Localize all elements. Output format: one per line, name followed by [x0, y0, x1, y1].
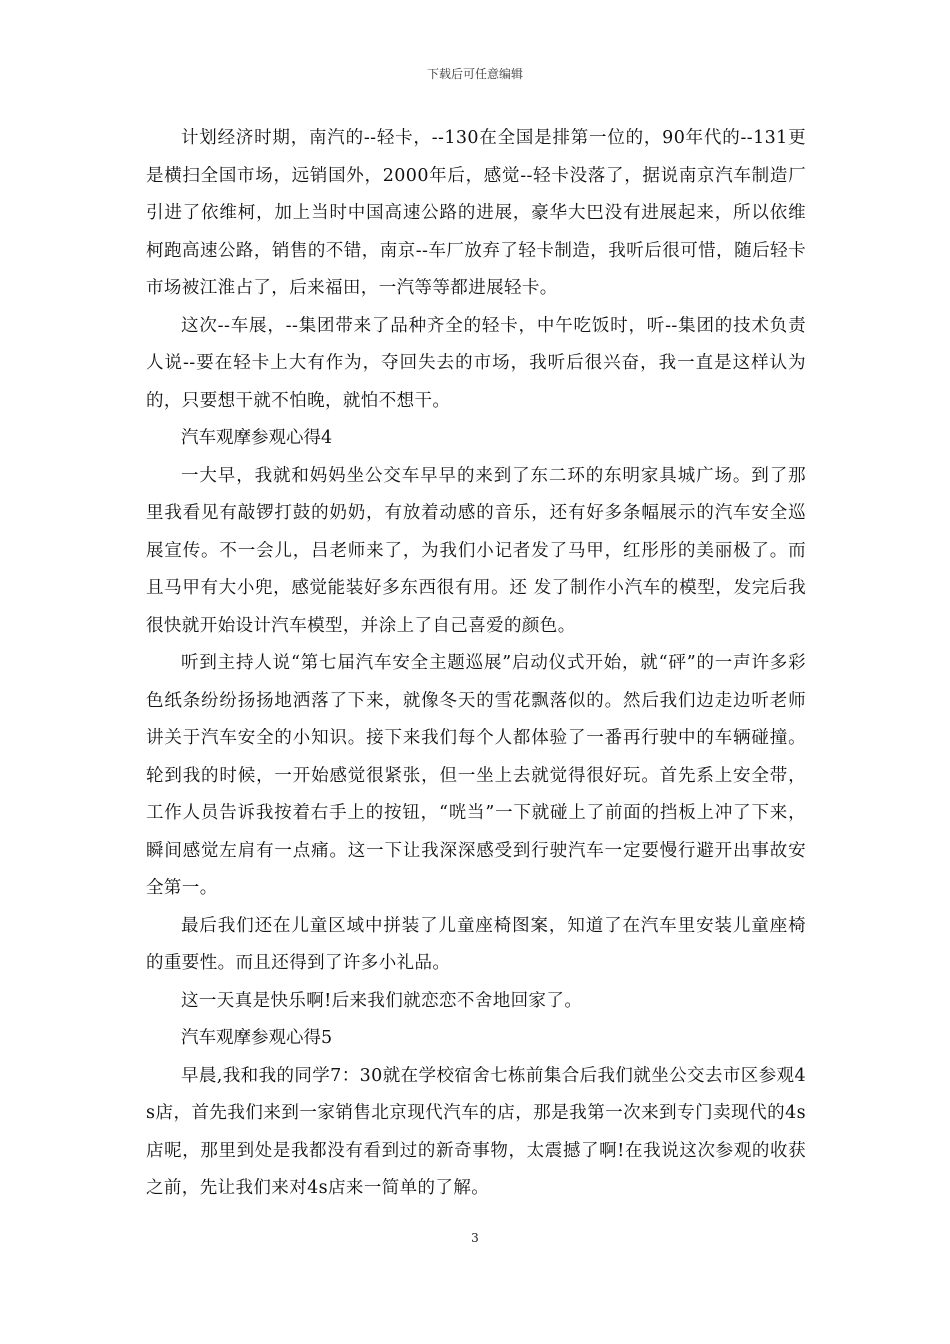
page-number: 3 — [471, 1231, 479, 1245]
section-heading-4: 汽车观摩参观心得4 — [181, 428, 333, 448]
paragraph-south-auto-light-truck: 计划经济时期，南汽的--轻卡，--130在全国是排第一位的，90年代的--131更是横扫全国市场，远销国外，2000年后，感觉--轻卡没落了，据说南京汽车制造厂引进了依维柯，加上当时中国高速公路的进展，豪华大巴没有进展起来，所以依维柯跑高速公路，销售的不错，南京--车厂放弃了轻卡制造，我听后很可惜，随后轻卡市场被江淮占了，后来福田，一汽等等都进展轻卡。 — [146, 128, 806, 298]
document-body — [146, 120, 806, 1208]
page-header: 下载后可任意编辑 — [426, 67, 523, 81]
paragraph-child-seat: 最后我们还在儿童区域中拼装了儿童座椅图案，知道了在汽车里安装儿童座椅的重要性。而且还得到了许多小礼品。 — [146, 915, 806, 973]
paragraph-4s-store-visit: 早晨,我和我的同学7：30就在学校宿舍七栋前集合后我们就坐公交去市区参观4s店，首先我们来到一家销售北京现代汽车的店，那是我第一次来到专门卖现代的4s店呢，那里到处是我都没有看到过的新奇事物，太震撼了啊!在我说这次参观的收获之前，先让我们来对4s店来一简单的了解。 — [146, 1065, 806, 1198]
section-heading-5: 汽车观摩参观心得5 — [181, 1028, 333, 1048]
paragraph-safety-tour-ceremony: 听到主持人说“第七届汽车安全主题巡展”启动仪式开始，就“砰”的一声许多彩色纸条纷纷扬扬地洒落了下来，就像冬天的雪花飘落似的。然后我们边走边听老师讲关于汽车安全的小知识。接下来我们每个人都体验了一番再行驶中的车辆碰撞。轮到我的时候，一开始感觉很紧张，但一坐上去就觉得很好玩。首先系上安全带，工作人员告诉我按着右手上的按钮，“咣当”一下就碰上了前面的挡板上冲了下来，瞬间感觉左肩有一点痛。这一下让我深深感受到行驶汽车一定要慢行避开出事故安全第一。 — [146, 653, 806, 898]
paragraph-morning-square: 一大早，我就和妈妈坐公交车早早的来到了东二环的东明家具城广场。到了那里我看见有敲锣打鼓的奶奶，有放着动感的音乐，还有好多条幅展示的汽车安全巡展宣传。不一会儿，吕老师来了，为我们小记者发了马甲，红彤彤的美丽极了。而且马甲有大小兜，感觉能装好多东西很有用。还 发了制作小汽车的模型，发完后我很快就开始设计汽车模型，并涂上了自己喜爱的颜色。 — [146, 465, 806, 636]
paragraph-auto-show-light-truck: 这次--车展，--集团带来了品种齐全的轻卡，中午吃饭时，听--集团的技术负责人说--要在轻卡上大有作为，夺回失去的市场，我听后很兴奋，我一直是这样认为的，只要想干就不怕晚，就怕不想干。 — [146, 315, 806, 411]
paragraph-happy-day: 这一天真是快乐啊!后来我们就恋恋不舍地回家了。 — [181, 990, 583, 1011]
